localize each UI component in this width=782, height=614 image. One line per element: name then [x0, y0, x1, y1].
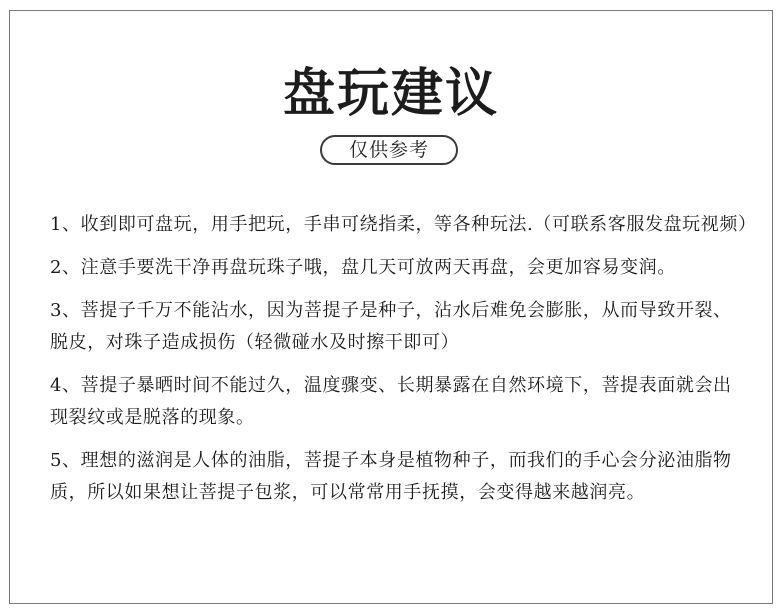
advice-item-2: 2、注意手要洗干净再盘玩珠子哦，盘几天可放两天再盘，会更加容易变润。: [50, 257, 676, 278]
advice-item-3: 3、菩提子千万不能沾水，因为菩提子是种子，沾水后难免会膨胀，从而导致开裂、脱皮，对珠子造成损伤（轻微碰水及时擦干即可）: [50, 300, 732, 353]
advice-item-4: 4、菩提子暴晒时间不能过久，温度骤变、长期暴露在自然环境下，菩提表面就会出现裂纹或是脱落的现象。: [50, 375, 732, 428]
advice-item-1: 1、收到即可盘玩，用手把玩，手串可绕指柔，等各种玩法.（可联系客服发盘玩视频）: [50, 214, 757, 235]
advice-item-5: 5、理想的滋润是人体的油脂，菩提子本身是植物种子，而我们的手心会分泌油脂物质，所以如果想让菩提子包浆，可以常常用手抚摸，会变得越来越润亮。: [50, 450, 732, 503]
page-title: 盘玩建议: [282, 64, 499, 124]
subtitle-badge: 仅供参考: [320, 135, 458, 165]
advice-list: [50, 209, 757, 520]
document-frame: [9, 10, 773, 604]
